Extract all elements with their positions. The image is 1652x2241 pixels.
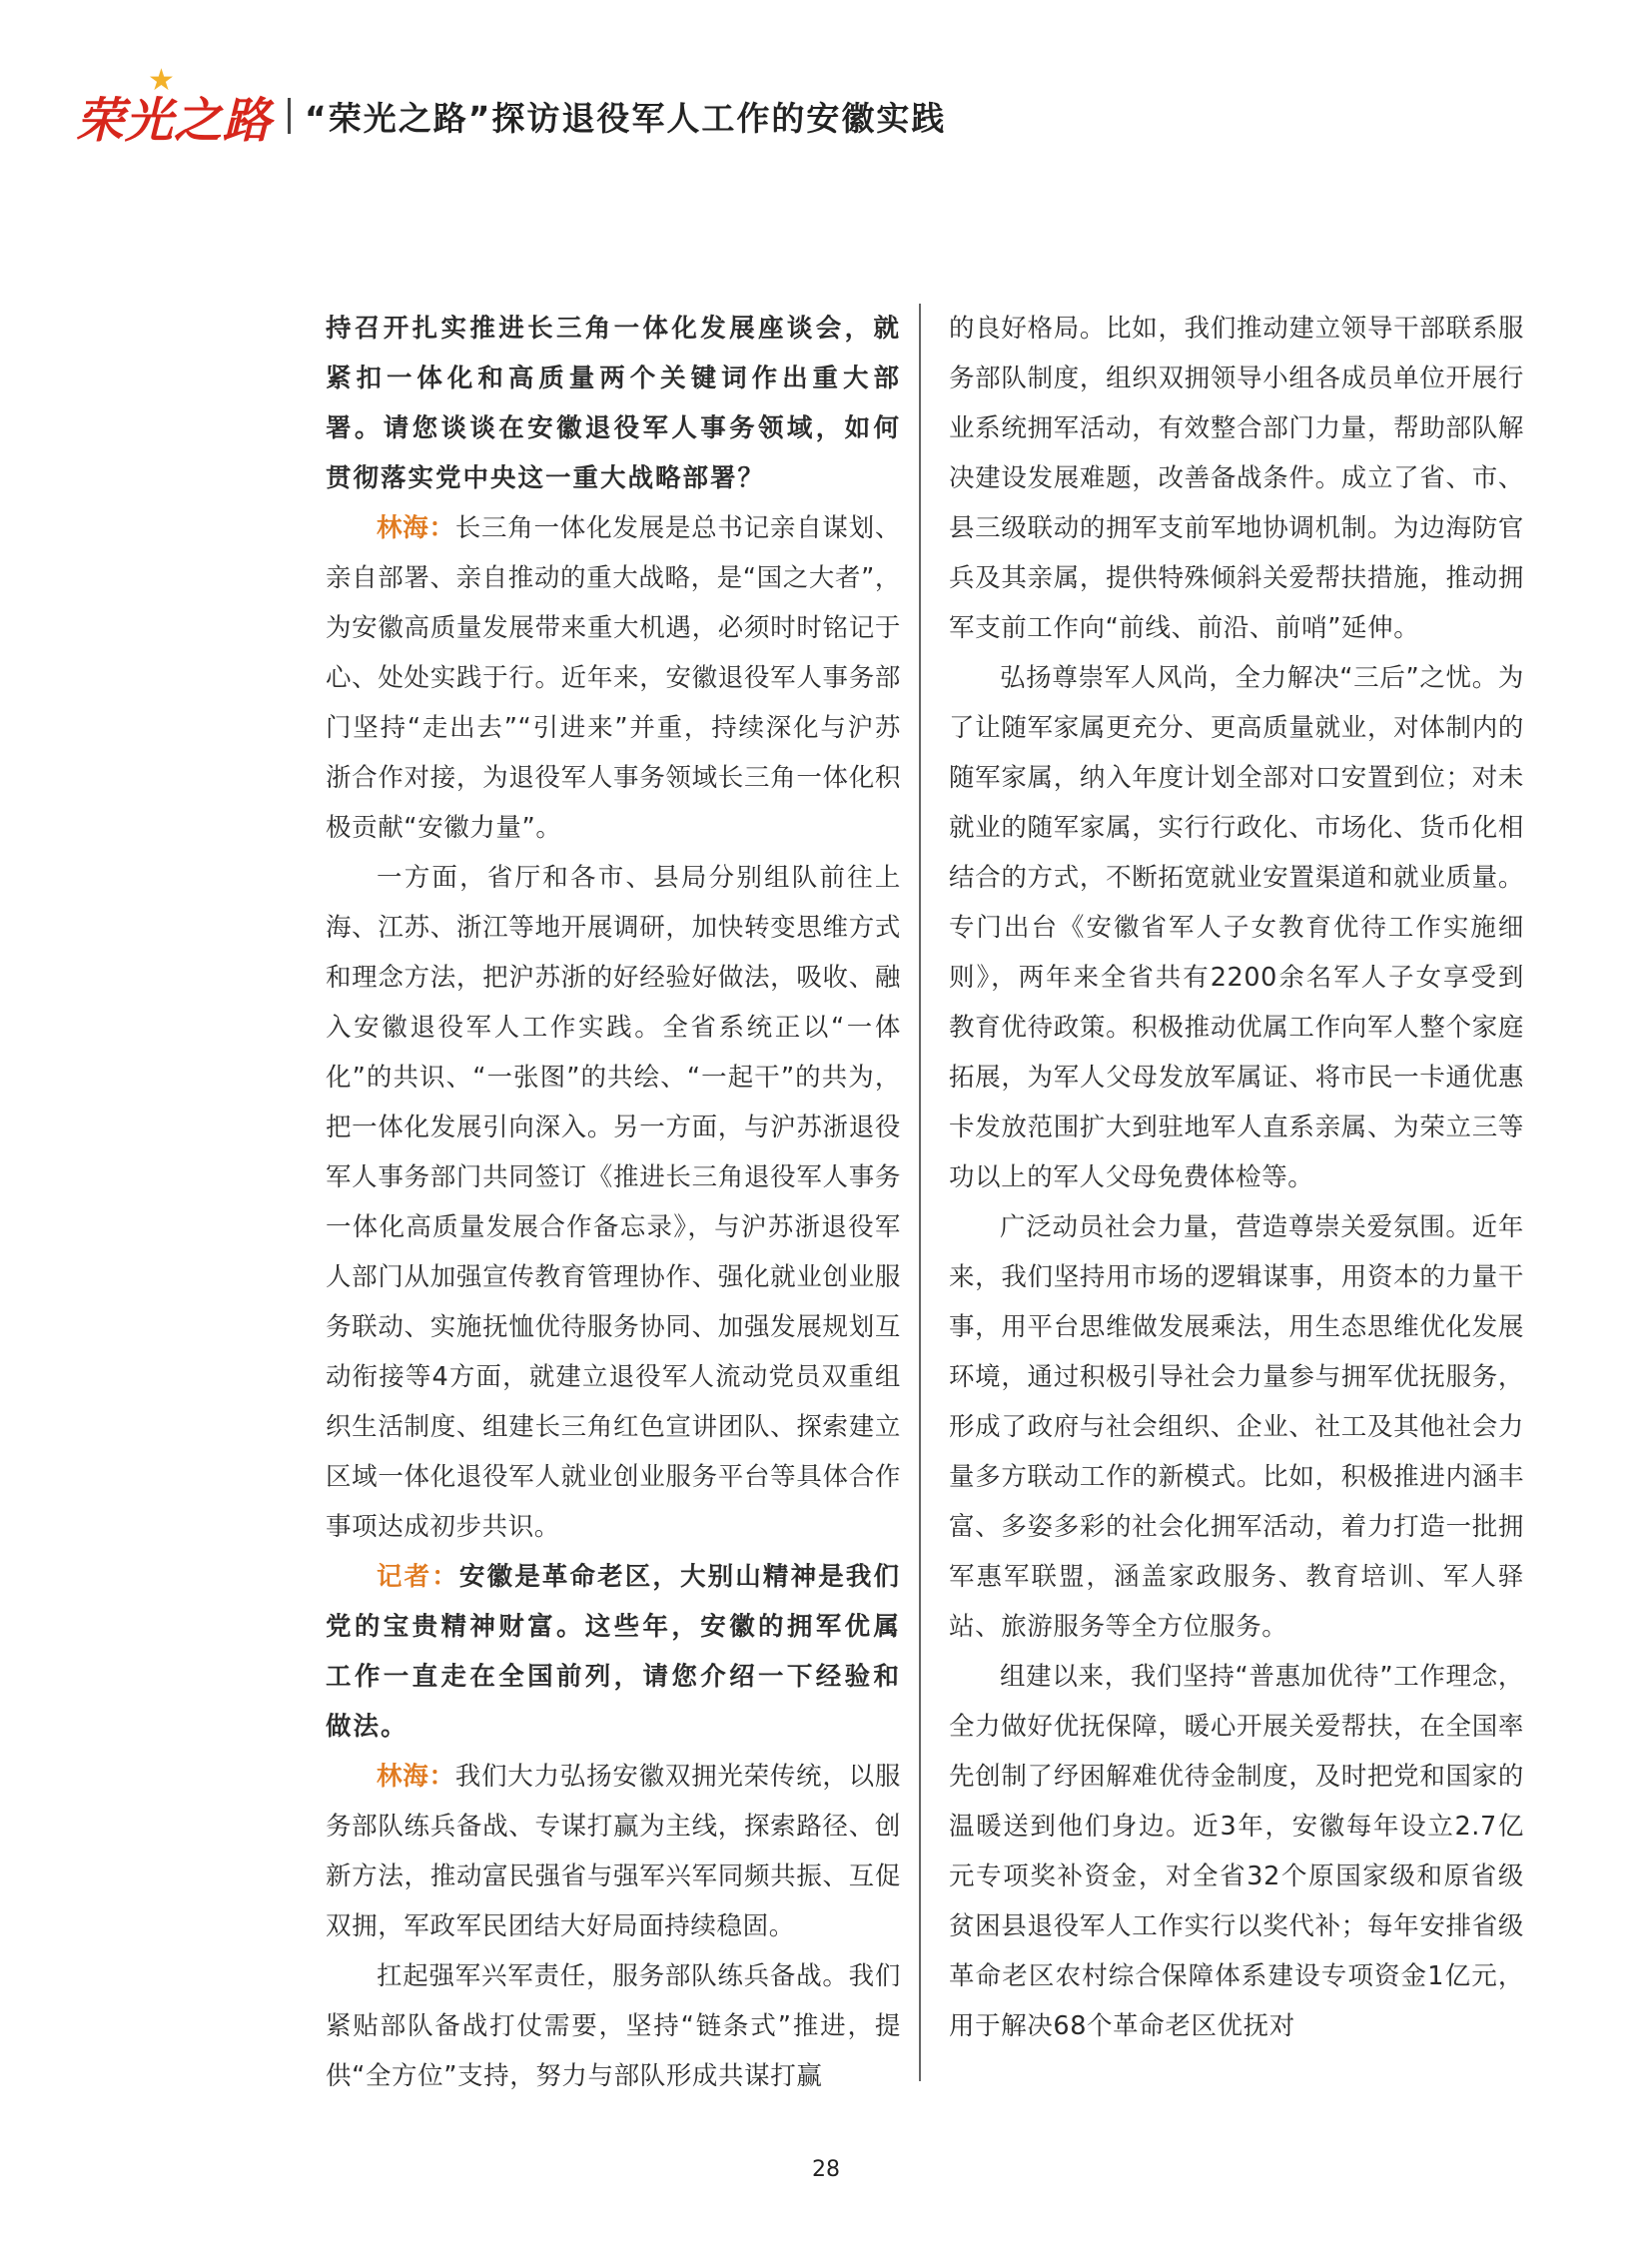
star-icon: ★ (148, 62, 176, 98)
column-divider (919, 304, 921, 2081)
body-paragraph: 广泛动员社会力量，营造尊崇关爱氛围。近年来，我们坚持用市场的逻辑谋事，用资本的力量干事，用平台思维做发展乘法，用生态思维优化发展环境，通过积极引导社会力量参与拥军优抚服务，形成了政府与社会组织、企业、社工及其他社会力量多方联动工作的新模式。比如，积极推进内涵丰富、多姿多彩的社会化拥军活动，着力打造一批拥军惠军联盟，涵盖家政服务、教育培训、军人驿站、旅游服务等全方位服务。 (949, 1212, 1524, 1642)
answer-paragraph (326, 503, 901, 853)
speaker-label: 林海： (377, 1762, 455, 1792)
section-title: “荣光之路”探访退役军人工作的安徽实践 (305, 98, 947, 138)
body-paragraph: 弘扬尊崇军人风尚，全力解决“三后”之忧。为了让随军家属更充分、更高质量就业，对体制内的随军家属，纳入年度计划全部对口安置到位；对未就业的随军家属，实行行政化、市场化、货币化相结合的方式，不断拓宽就业安置渠道和就业质量。专门出台《安徽省军人子女教育优待工作实施细则》，两年来全省共有2200余名军人子女享受到教育优待政策。积极推动优属工作向军人整个家庭拓展，为军人父母发放军属证、将市民一卡通优惠卡发放范围扩大到驻地军人直系亲属、为荣立三等功以上的军人父母免费体检等。 (949, 663, 1524, 1192)
answer-text: 我们大力弘扬安徽双拥光荣传统，以服务部队练兵备战、专谋打赢为主线，探索路径、创新方法，推动富民强省与强军兴军同频共振、互促双拥，军政军民团结大好局面持续稳固。 (326, 1762, 901, 1941)
answer-text: 长三角一体化发展是总书记亲自谋划、亲自部署、亲自推动的重大战略，是“国之大者”，为安徽高质量发展带来重大机遇，必须时时铭记于心、处处实践于行。近年来，安徽退役军人事务部门坚持“走出去”“引进来”并重，持续深化与沪苏浙合作对接，为退役军人事务领域长三角一体化积极贡献“安徽力量”。 (326, 513, 901, 843)
question-paragraph (326, 1552, 901, 1752)
page-number: 28 (812, 2157, 840, 2182)
logo-text: 荣光之路 (76, 92, 273, 149)
magazine-logo (76, 62, 273, 151)
header-separator (288, 98, 291, 134)
body-paragraph: 的良好格局。比如，我们推动建立领导干部联系服务部队制度，组织双拥领导小组各成员单位开展行业系统拥军活动，有效整合部门力量，帮助部队解决建设发展难题，改善备战条件。成立了省、市、县三级联动的拥军支前军地协调机制。为边海防官兵及其亲属，提供特殊倾斜关爱帮扶措施，推动拥军支前工作向“前线、前沿、前哨”延伸。 (949, 314, 1524, 643)
speaker-label: 林海： (377, 513, 455, 543)
page-header (76, 62, 947, 156)
question-text: 安徽是革命老区，大别山精神是我们党的宝贵精神财富。这些年，安徽的拥军优属工作一直走在全国前列，请您介绍一下经验和做法。 (326, 1562, 901, 1742)
answer-paragraph (326, 1752, 901, 1951)
question-continuation: 持召开扎实推进长三角一体化发展座谈会，就紧扣一体化和高质量两个关键词作出重大部署。请您谈谈在安徽退役军人事务领域，如何贯彻落实党中央这一重大战略部署？ (326, 314, 901, 493)
body-paragraph: 扛起强军兴军责任，服务部队练兵备战。我们紧贴部队备战打仗需要，坚持“链条式”推进，提供“全方位”支持，努力与部队形成共谋打赢 (326, 1961, 901, 2091)
speaker-label: 记者： (377, 1562, 459, 1592)
body-paragraph: 一方面，省厅和各市、县局分别组队前往上海、江苏、浙江等地开展调研，加快转变思维方式和理念方法，把沪苏浙的好经验好做法，吸收、融入安徽退役军人工作实践。全省系统正以“一体化”的共识、“一张图”的共绘、“一起干”的共为，把一体化发展引向深入。另一方面，与沪苏浙退役军人事务部门共同签订《推进长三角退役军人事务一体化高质量发展合作备忘录》，与沪苏浙退役军人部门从加强宣传教育管理协作、强化就业创业服务联动、实施抚恤优待服务协同、加强发展规划互动衔接等4方面，就建立退役军人流动党员双重组织生活制度、组建长三角红色宣讲团队、探索建立区域一体化退役军人就业创业服务平台等具体合作事项达成初步共识。 (326, 863, 901, 1542)
left-column (326, 304, 901, 2101)
body-paragraph: 组建以来，我们坚持“普惠加优待”工作理念，全力做好优抚保障，暖心开展关爱帮扶，在全国率先创制了纾困解难优待金制度，及时把党和国家的温暖送到他们身边。近3年，安徽每年设立2.7亿元专项奖补资金，对全省32个原国家级和原省级贫困县退役军人工作实行以奖代补；每年安排省级革命老区农村综合保障体系建设专项资金1亿元，用于解决68个革命老区优抚对 (949, 1662, 1524, 2041)
right-column (949, 304, 1524, 2051)
